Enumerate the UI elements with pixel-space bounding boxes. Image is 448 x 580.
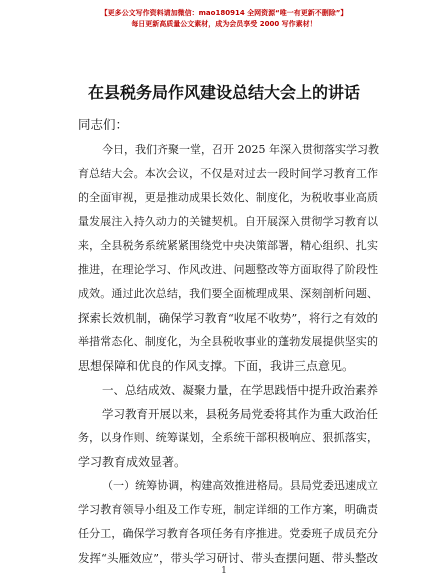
promo-banner-line: 每日更新高质量公文素材，成为会员享受 2000 写作素材！	[131, 20, 317, 28]
section-heading: 一、总结成效、凝聚力量，在学思践悟中提升政治素养	[102, 383, 378, 397]
paragraph-line: 成效。通过此次总结，我们要全面梳理成果、深刻剖析问题、	[78, 287, 378, 300]
paragraph-line: 发挥“头雁效应”，带头学习研讨、带头查摆问题、带头整改	[78, 551, 378, 565]
subsection-line: （一）统筹协调，构建高效推进格局。县局党委迅速成立	[102, 479, 378, 492]
paragraph-line: 育总结大会。本次会议，不仅是对过去一段时间学习教育工作	[78, 167, 378, 180]
salutation: 同志们：	[78, 117, 129, 132]
paragraph-line: 务，以身作则、统筹谋划，全系统干部积极响应、狠抓落实，	[78, 431, 378, 444]
paragraph-line: 任分工，确保学习教育各项任务有序推进。党委班子成员充分	[78, 527, 378, 540]
paragraph-line: 来，全县税务系统紧紧围绕党中央决策部署，精心组织、扎实	[78, 239, 378, 252]
promo-banner-line: 【更多公文写作资料请加微信：mao180914 全网资源“唯一有更新不删除”】	[100, 9, 348, 17]
paragraph-line: 量发展注入持久动力的关键契机。自开展深入贯彻学习教育以	[78, 215, 378, 228]
paragraph-line: 推进，在理论学习、作风改进、问题整改等方面取得了阶段性	[78, 263, 378, 276]
paragraph-line: 学习教育成效显著。	[78, 455, 187, 469]
paragraph-line: 举措常态化、制度化，为全县税收事业的蓬勃发展提供坚实的	[78, 335, 378, 348]
paragraph-line: 学习教育领导小组及工作专班，制定详细的工作方案，明确责	[78, 503, 378, 516]
paragraph-line: 今日，我们齐聚一堂，召开 2025 年深入贯彻落实学习教	[102, 143, 379, 156]
page-number: 1	[221, 566, 227, 576]
paragraph-line: 探索长效机制，确保学习教育“收尾不收势”，将行之有效的	[78, 311, 378, 325]
paragraph-line: 学习教育开展以来，县税务局党委将其作为重大政治任	[102, 407, 378, 421]
paragraph-line: 思想保障和优良的作风支撑。下面，我讲三点意见。	[78, 359, 355, 373]
paragraph-line: 的全面审视，更是推动成果长效化、制度化，为税收事业高质	[78, 191, 378, 204]
document-title: 在县税务局作风建设总结大会上的讲话	[87, 83, 360, 102]
